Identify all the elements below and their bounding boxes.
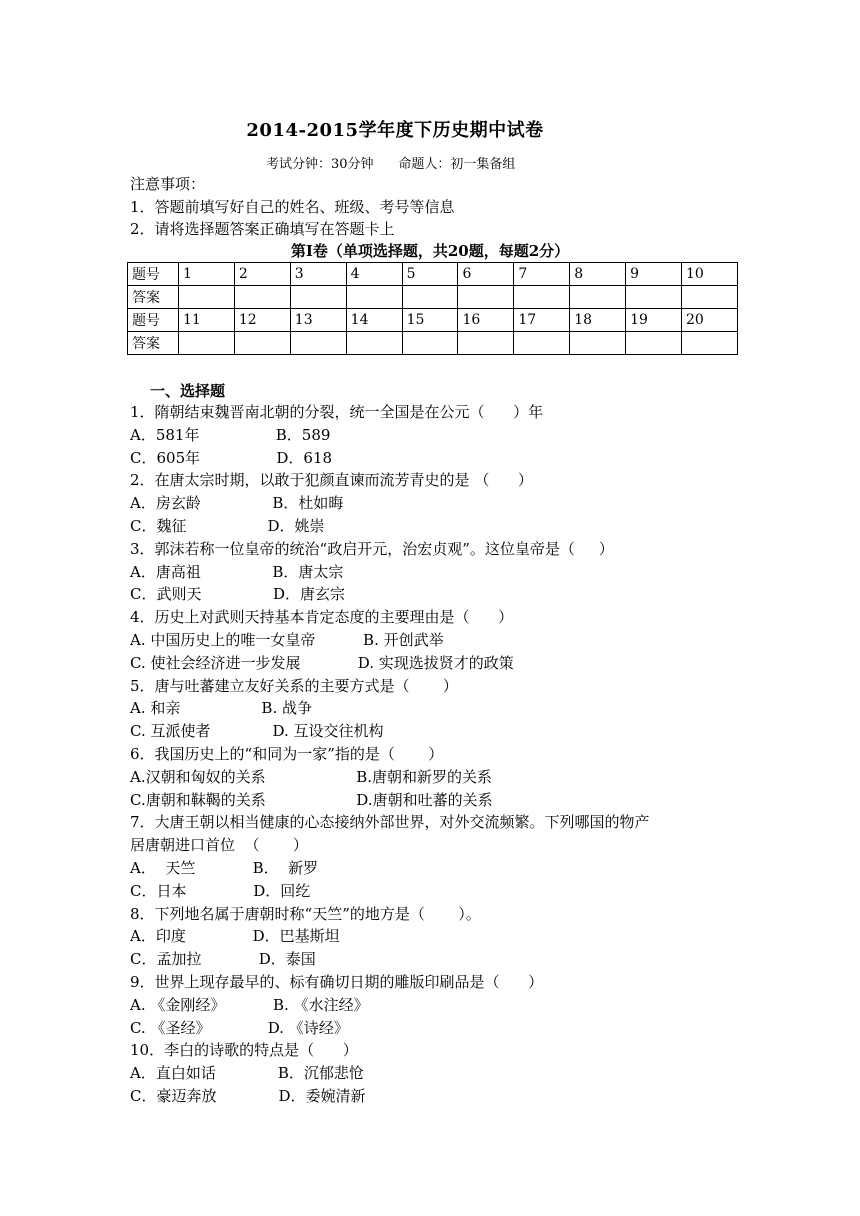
answer-cell[interactable] [458,286,514,309]
num-cell: 16 [458,309,514,332]
question-option: C．豪迈奔放 D．委婉清新 [130,1087,366,1105]
question-stem: 8．下列地名属于唐朝时称“天竺”的地方是（ ）。 [130,905,481,923]
question-option: A．房玄龄 B．杜如晦 [130,494,344,512]
question-stem: 5．唐与吐蕃建立友好关系的主要方式是（ ） [130,677,458,695]
question-option: C．武则天 D．唐玄宗 [130,585,346,603]
answer-cell[interactable] [570,286,626,309]
section-heading: 第I卷（单项选择题，共20题，每题2分） [290,242,570,260]
questions-heading: 一、选择题 [150,382,226,400]
num-cell: 4 [346,263,402,286]
answer-cell[interactable] [346,286,402,309]
num-label: 题号 [128,263,179,286]
table-row [128,309,738,332]
num-cell: 17 [514,309,570,332]
num-cell: 5 [402,263,458,286]
answer-cell[interactable] [290,332,346,355]
answer-cell[interactable] [290,286,346,309]
num-cell: 3 [290,263,346,286]
num-cell: 8 [570,263,626,286]
num-cell: 15 [402,309,458,332]
question-stem: 4．历史上对武则天持基本肯定态度的主要理由是（ ） [130,608,514,626]
question-option: A. 中国历史上的唯一女皇帝 B. 开创武举 [130,631,444,649]
question-stem: 1．隋朝结束魏晋南北朝的分裂，统一全国是在公元（ ）年 [130,403,544,421]
answer-cell[interactable] [179,286,235,309]
table-row [128,286,738,309]
answer-cell[interactable] [402,286,458,309]
answer-cell[interactable] [570,332,626,355]
answer-cell[interactable] [346,332,402,355]
num-label: 题号 [128,309,179,332]
num-cell: 2 [234,263,290,286]
question-option: A. 《金刚经》 B. 《水注经》 [130,996,369,1014]
answer-cell[interactable] [402,332,458,355]
answer-cell[interactable] [682,286,738,309]
exam-subtitle: 考试分钟：30分钟 命题人：初一集备组 [266,157,516,172]
num-cell: 11 [179,309,235,332]
question-option: C. 互派使者 D. 互设交往机构 [130,722,384,740]
answer-cell[interactable] [626,286,682,309]
question-option: C．孟加拉 D．泰国 [130,950,316,968]
question-option: C. 《圣经》 D. 《诗经》 [130,1019,349,1037]
question-option: C．605年 D．618 [130,449,333,467]
ans-label: 答案 [128,286,179,309]
answer-cell[interactable] [234,286,290,309]
answer-cell[interactable] [458,332,514,355]
question-stem: 6．我国历史上的“和同为一家”指的是（ ） [130,745,444,763]
num-cell: 12 [234,309,290,332]
question-stem: 10．李白的诗歌的特点是（ ） [130,1041,358,1059]
table-row [128,263,738,286]
num-cell: 9 [626,263,682,286]
question-option: A．581年 B．589 [130,426,331,444]
num-cell: 20 [682,309,738,332]
question-option: 居唐朝进口首位 （ ） [130,836,308,854]
answer-cell[interactable] [626,332,682,355]
question-stem: 3．郭沫若称一位皇帝的统治“政启开元，治宏贞观”。这位皇帝是（ ） [130,540,614,558]
num-cell: 7 [514,263,570,286]
answer-cell[interactable] [682,332,738,355]
note-item: 2．请将选择题答案正确填写在答题卡上 [130,220,395,238]
num-cell: 18 [570,309,626,332]
num-cell: 10 [682,263,738,286]
num-cell: 13 [290,309,346,332]
question-option: A．印度 D．巴基斯坦 [130,927,340,945]
question-stem: 7．大唐王朝以相当健康的心态接纳外部世界，对外交流频繁。下列哪国的物产 [130,813,650,831]
num-cell: 19 [626,309,682,332]
answer-cell[interactable] [514,332,570,355]
question-stem: 2．在唐太宗时期，以敢于犯颜直谏而流芳青史的是 （ ） [130,471,533,489]
num-cell: 1 [179,263,235,286]
num-cell: 14 [346,309,402,332]
answer-cell[interactable] [234,332,290,355]
answer-cell[interactable] [179,332,235,355]
question-stem: 9．世界上现存最早的、标有确切日期的雕版印刷品是（ ） [130,973,544,991]
answer-table [127,262,738,355]
table-row [128,332,738,355]
answer-cell[interactable] [514,286,570,309]
question-option: A. 和亲 B. 战争 [130,699,312,717]
question-option: C.唐朝和靺鞨的关系 D.唐朝和吐蕃的关系 [130,791,493,809]
question-option: A．唐高祖 B．唐太宗 [130,563,344,581]
question-option: C. 使社会经济进一步发展 D. 实现选拔贤才的政策 [130,654,514,672]
note-item: 1．答题前填写好自己的姓名、班级、考号等信息 [130,198,455,216]
question-option: A．直白如话 B．沉郁悲怆 [130,1064,364,1082]
notes-heading: 注意事项： [130,175,206,193]
ans-label: 答案 [128,332,179,355]
question-option: A.汉朝和匈奴的关系 B.唐朝和新罗的关系 [130,768,492,786]
exam-title: 2014-2015学年度下历史期中试卷 [246,120,544,141]
num-cell: 6 [458,263,514,286]
question-option: A． 天竺 B． 新罗 [130,859,319,877]
question-option: C．魏征 D．姚崇 [130,517,325,535]
question-option: C．日本 D．回纥 [130,882,311,900]
